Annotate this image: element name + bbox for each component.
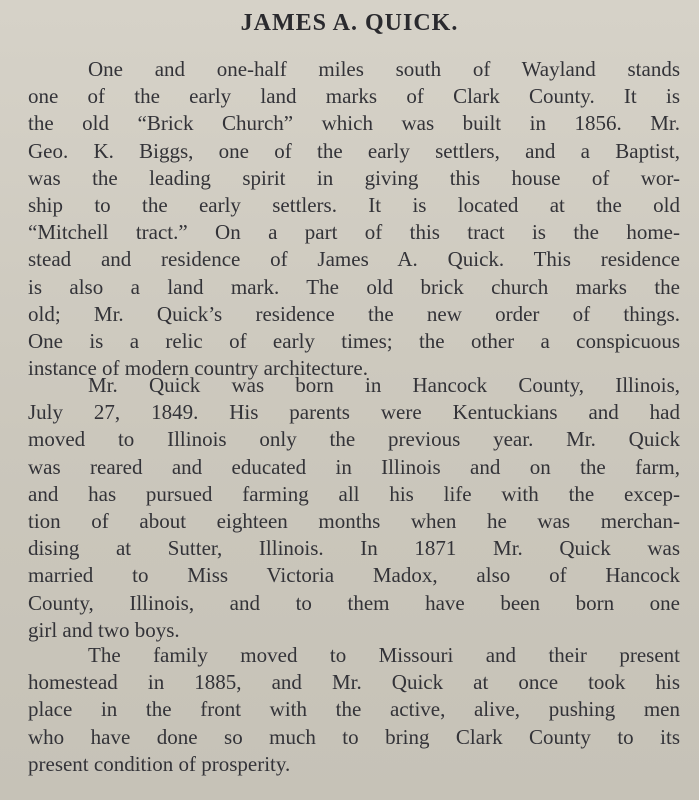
article-title: JAMES A. QUICK. (240, 10, 459, 36)
text-line: Mr. Quick was born in Hancock County, Illinois, (88, 373, 680, 397)
text-line: and has pursued farming all his life with the excep- (28, 481, 680, 506)
text-line: was reared and educated in Illinois and on the farm, (28, 454, 680, 479)
text-line: “Mitchell tract.” On a part of this tract is the home- (28, 220, 680, 245)
text-line: present condition of prosperity. (28, 751, 291, 776)
text-line: girl and two boys. (28, 617, 180, 642)
text-line: stead and residence of James A. Quick. This residence (28, 247, 680, 272)
text-line: July 27, 1849. His parents were Kentuckians and had (28, 400, 680, 425)
text-line: ship to the early settlers. It is located at the old (28, 192, 680, 217)
paragraph-1 (28, 56, 680, 382)
text-line: place in the front with the active, alive, pushing men (28, 697, 680, 722)
text-line: old; Mr. Quick’s residence the new order of things. (28, 301, 680, 326)
text-line: married to Miss Victoria Madox, also of Hancock (28, 563, 680, 588)
text-line: homestead in 1885, and Mr. Quick at once took his (28, 670, 680, 695)
text-line: is also a land mark. The old brick church marks the (28, 274, 680, 299)
text-line: the old “Brick Church” which was built in 1856. Mr. (28, 111, 680, 136)
text-line: tion of about eighteen months when he was merchan- (28, 508, 680, 533)
text-line: moved to Illinois only the previous year. Mr. Quick (28, 427, 680, 452)
text-line: instance of modern country architecture. (28, 356, 368, 381)
text-line: was the leading spirit in giving this house of wor- (28, 165, 680, 190)
text-line: dising at Sutter, Illinois. In 1871 Mr. Quick was (28, 536, 680, 561)
paragraph-3 (28, 642, 680, 778)
text-line: One and one-half miles south of Wayland stands (88, 57, 680, 81)
text-line: who have done so much to bring Clark County to its (28, 724, 680, 749)
text-line: County, Illinois, and to them have been born one (28, 590, 680, 615)
paragraph-2 (28, 372, 680, 644)
text-line: Geo. K. Biggs, one of the early settlers, and a Baptist, (28, 138, 680, 163)
text-line: One is a relic of early times; the other a conspicuous (28, 328, 680, 353)
text-line: one of the early land marks of Clark County. It is (28, 84, 680, 109)
text-line: The family moved to Missouri and their present (88, 643, 680, 667)
